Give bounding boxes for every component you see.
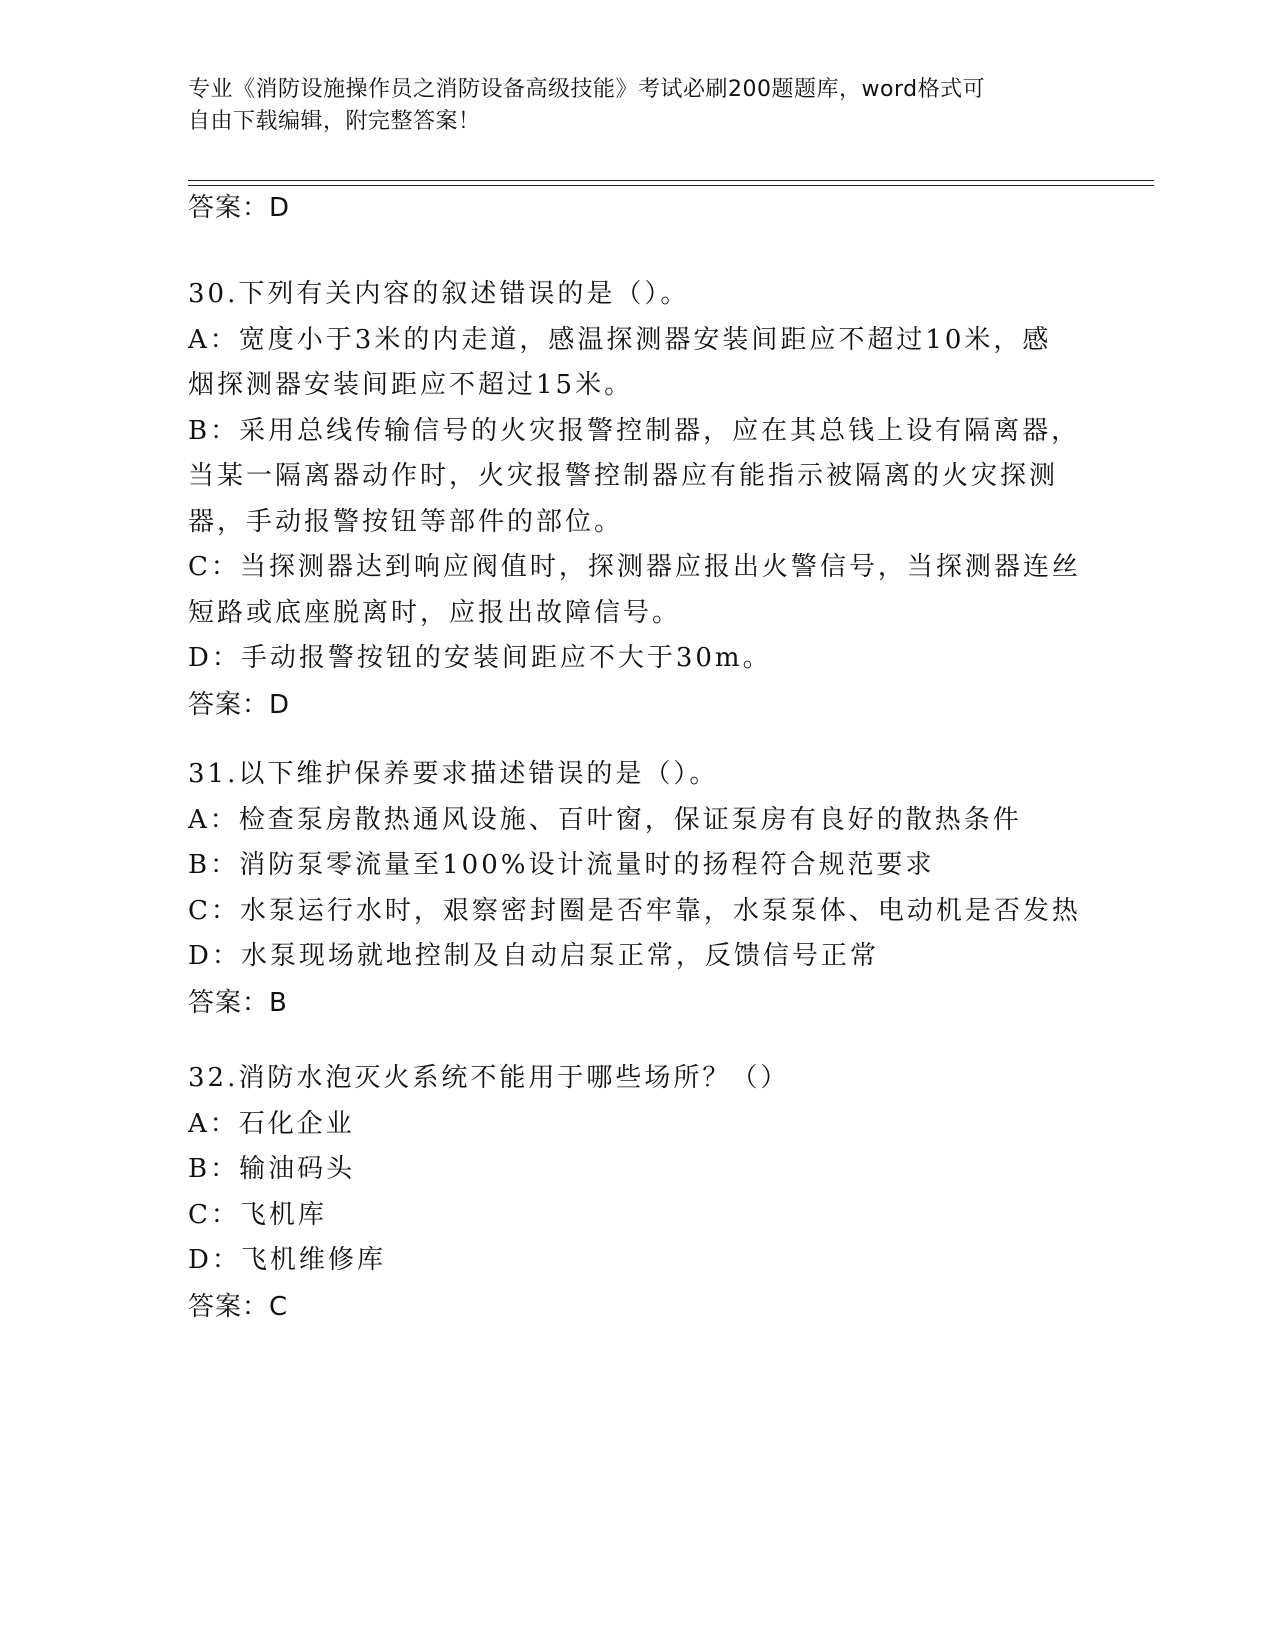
answer-label: 答案：D [188, 689, 291, 720]
option-b-continued: 当某一隔离器动作时，火灾报警控制器应有能指示被隔离的火灾探测 [188, 461, 1059, 491]
option-c: C：水泵运行水时，艰察密封圈是否牢靠，水泵泵体、电动机是否发热 [188, 895, 1081, 926]
header-line-2: 自由下载编辑，附完整答案！ [188, 109, 481, 134]
header-line-1: 专业《消防设施操作员之消防设备高级技能》考试必刷200题题库，word格式可 [188, 77, 986, 102]
answer-label: 答案：B [188, 987, 288, 1018]
option-a: A：石化企业 [188, 1108, 355, 1139]
question-32 [188, 1056, 1148, 1330]
option-b-continued: 器，手动报警按钮等部件的部位。 [188, 506, 624, 537]
question-30 [188, 272, 1148, 728]
document-header [188, 74, 1088, 138]
option-c: C：当探测器达到响应阀值时，探测器应报出火警信号，当探测器连丝 [188, 552, 1081, 582]
question-31 [188, 752, 1148, 1026]
option-b: B：消防泵零流量至100%设计流量时的扬程符合规范要求 [188, 850, 935, 880]
option-b: B：采用总线传输信号的火灾报警控制器，应在其总钱上设有隔离器， [188, 415, 1081, 446]
option-a: A：宽度小于3米的内走道，感温探测器安装间距应不超过10米，感 [188, 324, 1052, 355]
option-c: C：飞机库 [188, 1199, 327, 1230]
answer-label: 答案：D [188, 193, 291, 223]
answer-label: 答案：C [188, 1291, 289, 1322]
option-a: A：检查泵房散热通风设施、百叶窗，保证泵房有良好的散热条件 [188, 804, 1022, 835]
option-c-continued: 短路或底座脱离时，应报出故障信号。 [188, 597, 682, 628]
option-a-continued: 烟探测器安装间距应不超过15米。 [188, 370, 634, 400]
question-stem: 30.下列有关内容的叙述错误的是（）。 [188, 279, 690, 309]
question-stem: 32.消防水泡灭火系统不能用于哪些场所？（） [188, 1063, 790, 1093]
option-b: B：输油码头 [188, 1154, 356, 1184]
question-stem: 31.以下维护保养要求描述错误的是（）。 [188, 759, 719, 789]
option-d: D：飞机维修库 [188, 1245, 386, 1275]
option-d: D：手动报警按钮的安装间距应不大于30m。 [188, 643, 772, 673]
header-divider-top [188, 180, 1154, 181]
previous-answer-block [188, 185, 1148, 231]
option-d: D：水泵现场就地控制及自动启泵正常，反馈信号正常 [188, 941, 879, 971]
